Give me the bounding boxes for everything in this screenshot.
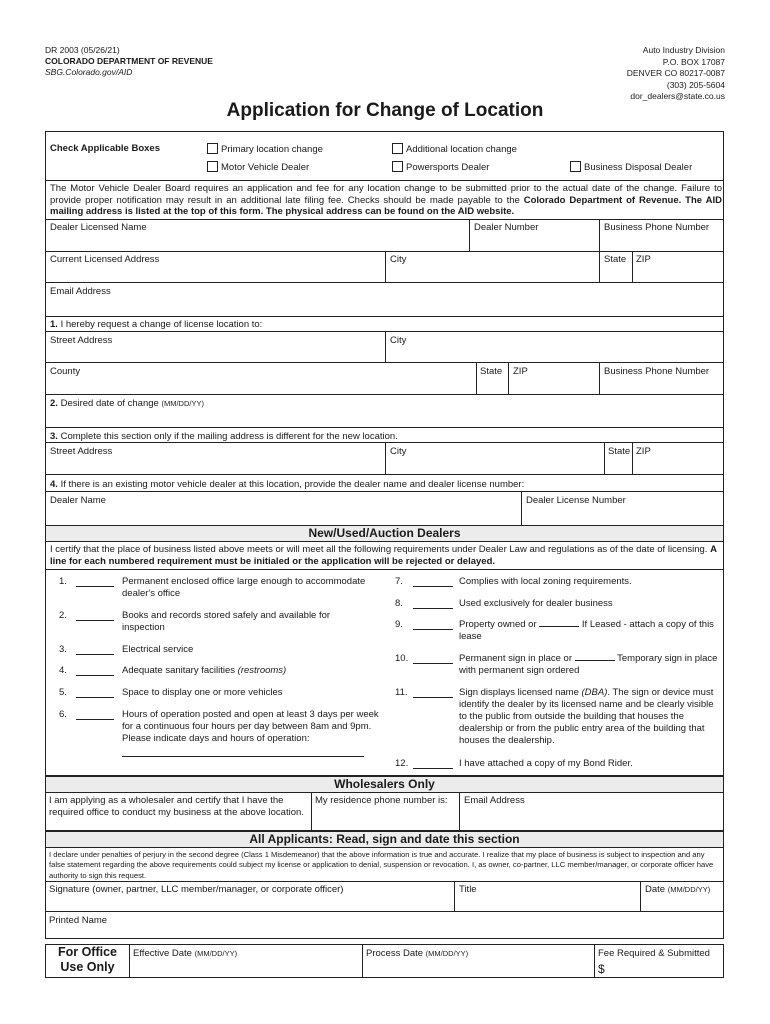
req-7-initial[interactable] xyxy=(413,576,453,587)
s4-dealer-license-number[interactable]: Dealer License Number xyxy=(526,495,626,506)
req-2-text: Books and records stored safely and available for inspection xyxy=(122,610,331,633)
req-4-number: 4. xyxy=(59,665,67,676)
powersports-dealer[interactable]: Powersports Dealer xyxy=(392,161,489,173)
req-4-text: Adequate sanitary facilities (restrooms) xyxy=(122,665,287,676)
s1-city[interactable]: City xyxy=(390,335,407,346)
req-3-number: 3. xyxy=(59,644,67,655)
req-8-number: 8. xyxy=(395,598,403,609)
req-5-number: 5. xyxy=(59,687,67,698)
checkbox[interactable] xyxy=(392,143,403,154)
effective-date[interactable]: Effective Date (MM/DD/YY) xyxy=(133,948,238,959)
s4-dealer-name[interactable]: Dealer Name xyxy=(50,495,106,506)
section3-title: 3. Complete this section only if the mailing address is different for the new location. xyxy=(50,431,398,442)
state-field[interactable]: State xyxy=(604,254,627,265)
req-11-text: Sign displays licensed name (DBA). The sign or device must identify the dealer by its licensed name and be clearly visible to the public from outside the building that houses the dealership or from the public entry area of the building that houses the dealership. xyxy=(459,687,714,746)
declaration-text: I declare under penalties of perjury in the second degree (Class 1 Misdemeanor) that the above information is true and accurate. I realize that my place of business is subject to inspection and any false statement regarding the above requirements could subject my license or application to denial, suspension or revocation. I, as owner, co-partner, LLC member/manager, or corporate officer have authority to sign this request. xyxy=(49,850,714,880)
req-3-initial[interactable] xyxy=(76,644,114,655)
hours-of-operation-input[interactable] xyxy=(122,756,364,757)
wholesaler-email[interactable]: Email Address xyxy=(464,795,525,806)
motor-vehicle-dealer[interactable]: Motor Vehicle Dealer xyxy=(207,161,309,173)
section4-title: 4. If there is an existing motor vehicle dealer at this location, provide the dealer name and dealer license number: xyxy=(50,479,525,490)
req-6-number: 6. xyxy=(59,709,67,720)
process-date[interactable]: Process Date (MM/DD/YY) xyxy=(366,948,469,959)
city-field[interactable]: City xyxy=(390,254,407,265)
s3-city[interactable]: City xyxy=(390,446,407,457)
req-12-initial[interactable] xyxy=(413,758,453,769)
page-title: Application for Change of Location xyxy=(226,100,544,121)
s3-state[interactable]: State xyxy=(608,446,631,457)
checkbox[interactable] xyxy=(207,161,218,172)
primary-change[interactable]: Primary location change xyxy=(207,143,323,155)
req-11-number: 11. xyxy=(395,687,408,698)
req-1-number: 1. xyxy=(59,576,67,587)
req-12-text: I have attached a copy of my Bond Rider. xyxy=(459,758,633,769)
current-licensed-address[interactable]: Current Licensed Address xyxy=(50,254,160,265)
dealer-licensed-name[interactable]: Dealer Licensed Name xyxy=(50,222,147,233)
additional-change[interactable]: Additional location change xyxy=(392,143,517,155)
req-10-text: Permanent sign in place or Temporary sign in place with permanent sign ordered xyxy=(459,653,718,676)
req-8-text: Used exclusively for dealer business xyxy=(459,598,613,609)
checkbox[interactable] xyxy=(392,161,403,172)
header-right xyxy=(627,45,725,103)
req-3-text: Electrical service xyxy=(122,644,194,655)
check-label: Check Applicable Boxes xyxy=(50,143,160,154)
website: SBG.Colorado.gov/AID xyxy=(45,67,133,77)
signature-field[interactable]: Signature (owner, partner, LLC member/manager, or corporate officer) xyxy=(49,884,344,895)
nua-title: New/Used/Auction Dealers xyxy=(46,526,723,541)
req-9-number: 9. xyxy=(395,619,403,630)
s1-zip[interactable]: ZIP xyxy=(513,366,528,377)
req-7-text: Complies with local zoning requirements. xyxy=(459,576,632,587)
req-6-text: Hours of operation posted and open at least 3 days per week for a continuous four hours per day between 8am and 9pm. Please indicate days and hours of operation: xyxy=(122,709,379,744)
req-1-text: Permanent enclosed office large enough to accommodate dealer's office xyxy=(122,576,366,599)
wholesaler-certification: I am applying as a wholesaler and certify that I have the required office to conduct my business at the above location. xyxy=(49,795,304,818)
date-field[interactable]: Date (MM/DD/YY) xyxy=(645,884,711,895)
section1-title: 1. I hereby request a change of license location to: xyxy=(50,319,263,330)
printed-name-field[interactable]: Printed Name xyxy=(49,915,108,926)
req-9-leased-initial[interactable] xyxy=(539,626,579,627)
business-disposal-dealer[interactable]: Business Disposal Dealer xyxy=(570,161,692,173)
header-left xyxy=(45,45,213,78)
zip-field[interactable]: ZIP xyxy=(636,254,651,265)
phone: (303) 205-5604 xyxy=(666,79,725,90)
s3-zip[interactable]: ZIP xyxy=(636,446,651,457)
notice-text: The Motor Vehicle Dealer Board requires an application and fee for any location change to be submitted prior to the actual date of the change. Failure to provide proper notification may result in an additional late filing fee. Checks should be made payable to the Colorado Department of Revenue. The AID mailing address is listed at the top of this form. The physical address can be found on the AID website. xyxy=(50,183,722,217)
req-2-initial[interactable] xyxy=(76,610,114,621)
req-2-number: 2. xyxy=(59,610,67,621)
req-10-temp-initial[interactable] xyxy=(575,660,615,661)
s1-business-phone[interactable]: Business Phone Number xyxy=(604,366,710,377)
department-name: COLORADO DEPARTMENT OF REVENUE xyxy=(45,56,213,66)
s1-street-address[interactable]: Street Address xyxy=(50,335,113,346)
form-number: DR 2003 (05/26/21) xyxy=(45,45,120,55)
dealer-number[interactable]: Dealer Number xyxy=(474,222,539,233)
fee-required[interactable]: Fee Required & Submitted xyxy=(598,948,710,959)
req-4-initial[interactable] xyxy=(76,665,114,676)
req-12-number: 12. xyxy=(395,758,409,769)
req-9-text: Property owned or If Leased - attach a copy of this lease xyxy=(459,619,714,642)
all-applicants-title: All Applicants: Read, sign and date this section xyxy=(46,832,723,847)
req-1-initial[interactable] xyxy=(76,576,114,587)
checkbox[interactable] xyxy=(207,143,218,154)
office-use-label: For Office Use Only xyxy=(57,945,118,974)
email-field[interactable]: Email Address xyxy=(50,286,111,297)
req-5-text: Space to display one or more vehicles xyxy=(122,687,283,698)
req-8-initial[interactable] xyxy=(413,598,453,609)
req-6-initial[interactable] xyxy=(76,709,114,720)
business-phone[interactable]: Business Phone Number xyxy=(604,222,710,233)
req-10-initial[interactable] xyxy=(413,653,453,664)
title-field[interactable]: Title xyxy=(459,884,477,895)
nua-certification: I certify that the place of business listed above meets or will meet all the following requirements under Dealer Law and regulations as of the date of licensing. A line for each numbered requirement must be initialed or the application will be rejected or delayed. xyxy=(50,544,717,567)
req-11-initial[interactable] xyxy=(413,687,453,698)
city-zip: DENVER CO 80217-0087 xyxy=(626,68,725,78)
po-box: P.O. BOX 17087 xyxy=(662,56,725,67)
req-10-number: 10. xyxy=(395,653,409,664)
req-5-initial[interactable] xyxy=(76,687,114,698)
wholesalers-title: Wholesalers Only xyxy=(46,777,723,792)
email: dor_dealers@state.co.us xyxy=(630,91,725,101)
s1-state[interactable]: State xyxy=(480,366,503,377)
s1-county[interactable]: County xyxy=(50,366,81,377)
section2-desired-date[interactable]: 2. Desired date of change (MM/DD/YY) xyxy=(50,398,204,409)
req-9-initial[interactable] xyxy=(413,619,453,630)
checkbox[interactable] xyxy=(570,161,581,172)
fee-dollar-sign: $ xyxy=(598,962,605,976)
s3-street-address[interactable]: Street Address xyxy=(50,446,113,457)
req-7-number: 7. xyxy=(395,576,403,587)
residence-phone[interactable]: My residence phone number is: xyxy=(315,795,448,806)
division: Auto Industry Division xyxy=(642,45,725,55)
